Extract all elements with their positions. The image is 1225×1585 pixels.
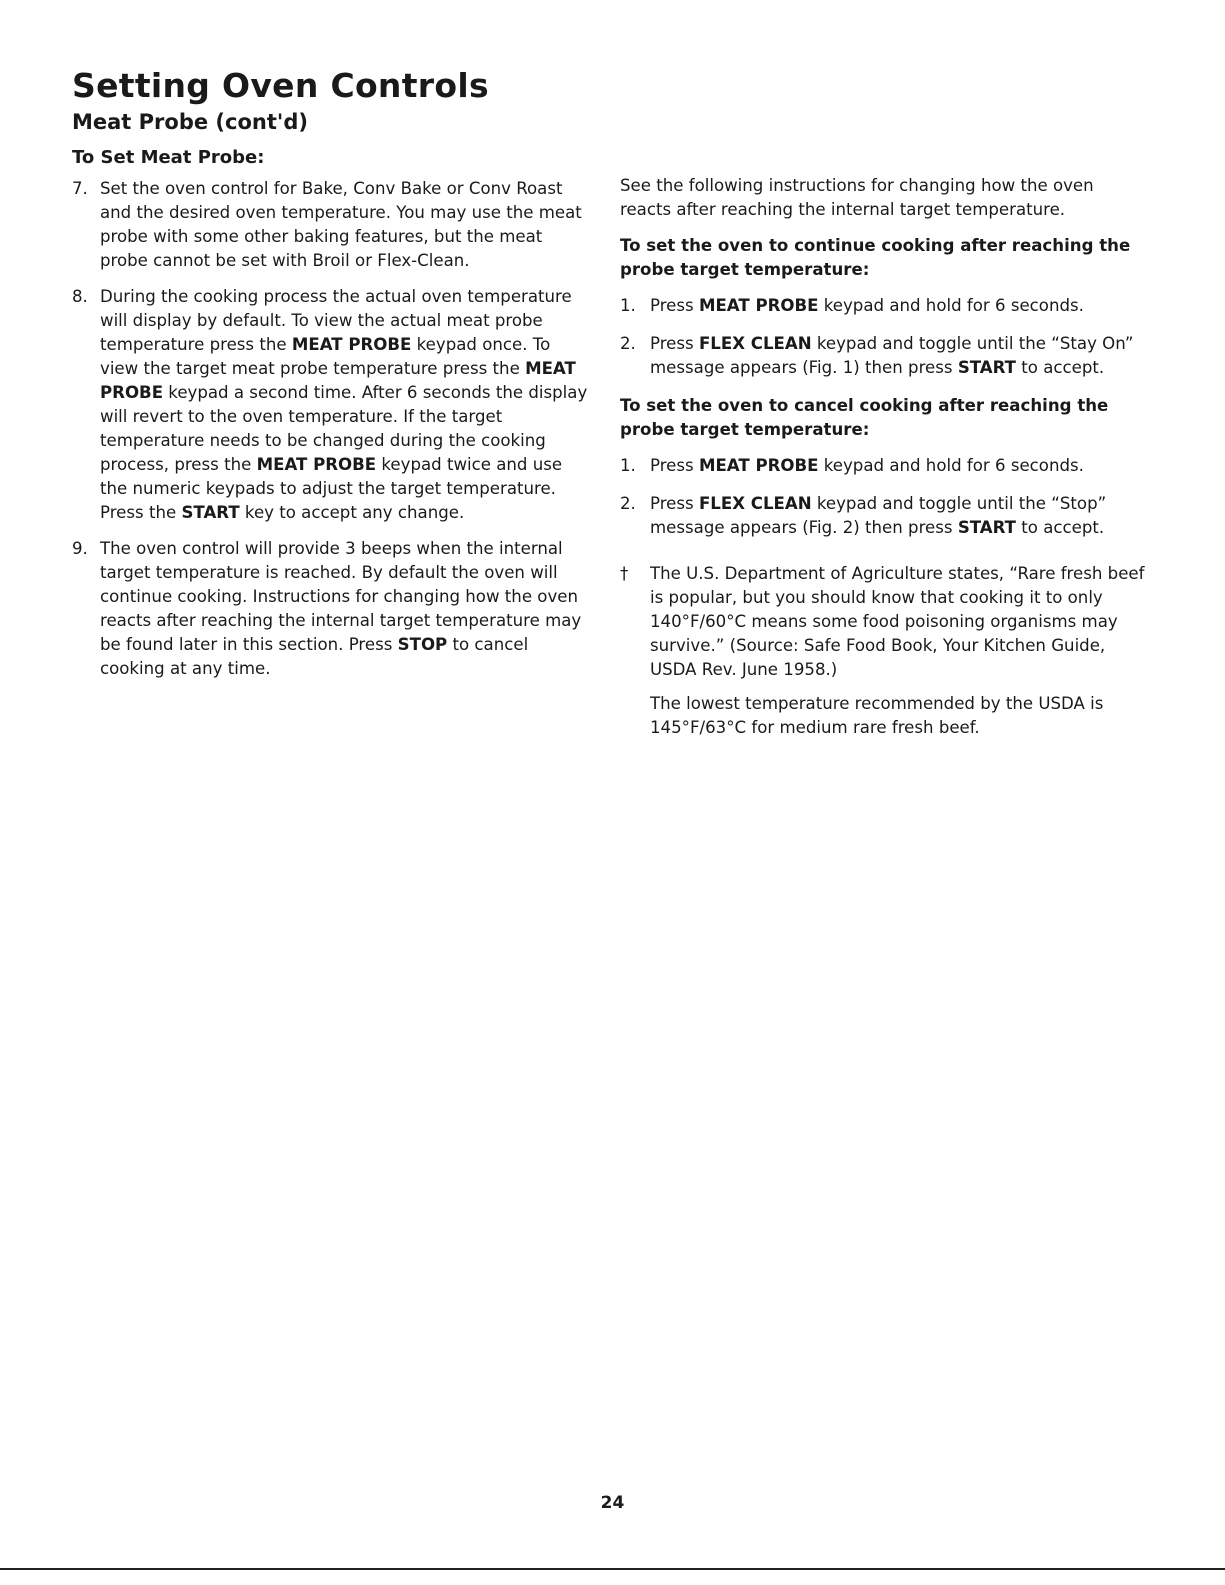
page-title: Setting Oven Controls bbox=[72, 66, 489, 105]
item-text: Set the oven control for Bake, Conv Bake or Conv Roast and the desired oven temperature. You may use the meat probe with some other baking features, but the meat probe cannot be set with Broil or Flex-Clean. bbox=[100, 179, 582, 270]
cancel-heading: To set the oven to cancel cooking after reaching the probe target temperature: bbox=[620, 396, 1109, 439]
item-text: keypad and toggle until the “Stay On” message appears (Fig. 1) then press bbox=[650, 334, 1134, 377]
item-number: 9. bbox=[72, 539, 88, 558]
bottom-rule bbox=[0, 1568, 1225, 1570]
page-number: 24 bbox=[600, 1493, 625, 1513]
item-text: keypad once. To view the target meat probe temperature press the bbox=[100, 335, 551, 378]
item-text: Press bbox=[650, 334, 699, 353]
section-title-suffix: (cont'd) bbox=[208, 110, 308, 134]
item-text: Press bbox=[650, 456, 699, 475]
item-text: key to accept any change. bbox=[239, 503, 465, 522]
keyword: START bbox=[181, 503, 240, 522]
note-paragraph: The U.S. Department of Agriculture states, “Rare fresh beef is popular, but you should know that cooking it to only 140°F/60°C means some food poisoning organisms may survive.” (Source: Safe Food Book, Your Kitchen Guide, USDA Rev. June 1958.) bbox=[650, 564, 1145, 679]
item-text: During the cooking process the actual oven temperature will display by default. To view the actual meat probe temperature press the bbox=[100, 287, 572, 354]
keyword: FLEX CLEAN bbox=[698, 494, 812, 513]
item-text: The oven control will provide 3 beeps when the internal target temperature is reached. By default the oven will continue cooking. Instructions for changing how the oven reacts after reaching the internal target temperature may be found later in this section. Press bbox=[100, 539, 582, 654]
item-text: keypad a second time. After 6 seconds the display will revert to the oven temperature. If the target temperature needs to be changed during the cooking process, press the bbox=[100, 383, 588, 474]
item-number: 7. bbox=[72, 179, 88, 198]
section-title bbox=[72, 110, 308, 134]
item-number: 8. bbox=[72, 287, 88, 306]
item-text: to cancel cooking at any time. bbox=[100, 635, 529, 678]
item-text: Press bbox=[650, 296, 699, 315]
list-item bbox=[620, 294, 1150, 318]
list-item bbox=[620, 454, 1150, 478]
continue-heading: To set the oven to continue cooking after reaching the probe target temperature: bbox=[620, 236, 1131, 279]
keyword: START bbox=[957, 358, 1016, 377]
keyword: MEAT PROBE bbox=[256, 455, 377, 474]
item-number: 2. bbox=[620, 334, 636, 353]
item-text: keypad and hold for 6 seconds. bbox=[818, 296, 1084, 315]
list-item bbox=[72, 285, 592, 525]
right-column bbox=[620, 174, 1150, 750]
item-text: keypad and hold for 6 seconds. bbox=[818, 456, 1084, 475]
keyword: STOP bbox=[397, 635, 448, 654]
list-item bbox=[620, 332, 1150, 380]
item-number: 2. bbox=[620, 494, 636, 513]
keyword: MEAT PROBE bbox=[291, 335, 412, 354]
keyword: START bbox=[957, 518, 1016, 537]
list-item bbox=[72, 537, 592, 681]
keyword: FLEX CLEAN bbox=[698, 334, 812, 353]
list-item bbox=[620, 492, 1150, 540]
list-item bbox=[72, 177, 592, 273]
left-column bbox=[72, 177, 592, 693]
continue-steps bbox=[620, 294, 1150, 380]
intro-paragraph: See the following instructions for changing how the oven reacts after reaching the internal target temperature. bbox=[620, 176, 1094, 219]
item-text: to accept. bbox=[1016, 358, 1105, 377]
cancel-steps bbox=[620, 454, 1150, 540]
item-text: keypad twice and use the numeric keypads to adjust the target temperature. Press the bbox=[100, 455, 563, 522]
item-text: Press bbox=[650, 494, 699, 513]
item-number: 1. bbox=[620, 296, 636, 315]
dagger-marker: † bbox=[620, 564, 629, 583]
item-text: keypad and toggle until the “Stop” message appears (Fig. 2) then press bbox=[650, 494, 1107, 537]
section-title-main: Meat Probe bbox=[72, 110, 209, 134]
keyword: MEAT PROBE bbox=[698, 296, 819, 315]
note-paragraph: The lowest temperature recommended by the USDA is 145°F/63°C for medium rare fresh beef. bbox=[650, 694, 1104, 737]
keyword: MEAT PROBE bbox=[100, 359, 576, 402]
subsection-title: To Set Meat Probe: bbox=[72, 147, 265, 168]
keyword: MEAT PROBE bbox=[698, 456, 819, 475]
usda-note bbox=[620, 562, 1150, 740]
item-text: to accept. bbox=[1016, 518, 1105, 537]
item-number: 1. bbox=[620, 456, 636, 475]
